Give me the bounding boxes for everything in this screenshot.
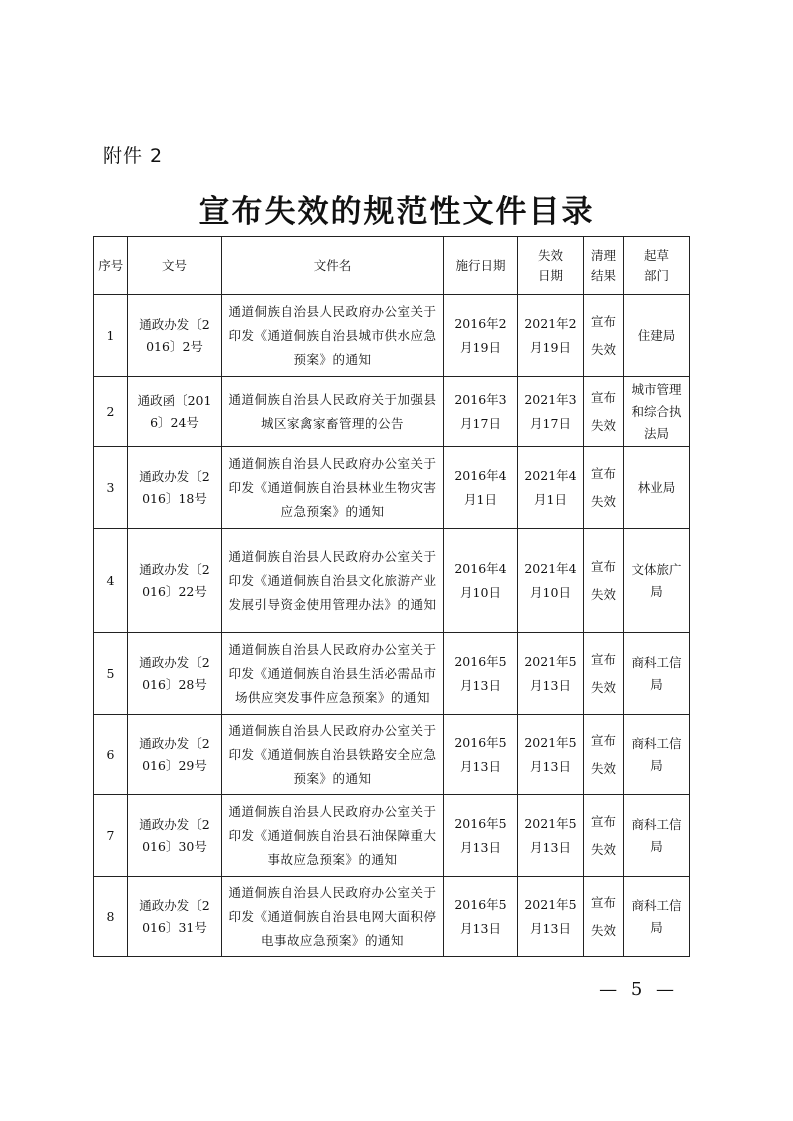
row-impl-date: 2016年5月13日: [444, 633, 518, 715]
row-impl-date: 2016年5月13日: [444, 877, 518, 957]
header-result: 清理结果: [584, 237, 624, 295]
row-expiry-date: 2021年5月13日: [518, 633, 584, 715]
row-doc-name: 通道侗族自治县人民政府办公室关于印发《通道侗族自治县生活必需品市场供应突发事件应急预案》的通知: [222, 633, 444, 715]
row-result: 宣布失效: [584, 795, 624, 877]
row-doc-name: 通道侗族自治县人民政府办公室关于印发《通道侗族自治县文化旅游产业发展引导资金使用管理办法》的通知: [222, 529, 444, 633]
row-dept: 商科工信局: [624, 633, 690, 715]
page-number: — 5 —: [599, 979, 678, 1000]
row-impl-date: 2016年4月1日: [444, 447, 518, 529]
row-dept: 林业局: [624, 447, 690, 529]
row-doc-number: 通政办发〔2016〕29号: [128, 715, 222, 795]
header-dept: 起草部门: [624, 237, 690, 295]
row-expiry-date: 2021年5月13日: [518, 877, 584, 957]
row-doc-name: 通道侗族自治县人民政府办公室关于印发《通道侗族自治县城市供水应急预案》的通知: [222, 295, 444, 377]
table-row: [94, 715, 690, 795]
document-title: 宣布失效的规范性文件目录: [198, 194, 595, 230]
row-dept: 商科工信局: [624, 795, 690, 877]
row-index: 6: [94, 715, 128, 795]
row-expiry-date: 2021年2月19日: [518, 295, 584, 377]
row-doc-name: 通道侗族自治县人民政府办公室关于印发《通道侗族自治县电网大面积停电事故应急预案》的通知: [222, 877, 444, 957]
row-impl-date: 2016年2月19日: [444, 295, 518, 377]
header-expiry-date: 失效日期: [518, 237, 584, 295]
row-doc-number: 通政办发〔2016〕18号: [128, 447, 222, 529]
row-result: 宣布失效: [584, 877, 624, 957]
header-doc-no: 文号: [128, 237, 222, 295]
row-index: 5: [94, 633, 128, 715]
row-result: 宣布失效: [584, 447, 624, 529]
row-index: 3: [94, 447, 128, 529]
row-doc-name: 通道侗族自治县人民政府关于加强县城区家禽家畜管理的公告: [222, 377, 444, 447]
row-doc-name: 通道侗族自治县人民政府办公室关于印发《通道侗族自治县铁路安全应急预案》的通知: [222, 715, 444, 795]
row-expiry-date: 2021年4月1日: [518, 447, 584, 529]
row-doc-number: 通政函〔2016〕24号: [128, 377, 222, 447]
row-impl-date: 2016年5月13日: [444, 795, 518, 877]
row-result: 宣布失效: [584, 529, 624, 633]
row-index: 1: [94, 295, 128, 377]
table-row: [94, 295, 690, 377]
row-doc-number: 通政办发〔2016〕2号: [128, 295, 222, 377]
row-dept: 文体旅广局: [624, 529, 690, 633]
row-doc-number: 通政办发〔2016〕30号: [128, 795, 222, 877]
table-row: [94, 877, 690, 957]
row-dept: 商科工信局: [624, 715, 690, 795]
row-doc-number: 通政办发〔2016〕28号: [128, 633, 222, 715]
row-impl-date: 2016年3月17日: [444, 377, 518, 447]
table-header-row: [94, 237, 690, 295]
header-idx: 序号: [94, 237, 128, 295]
row-expiry-date: 2021年5月13日: [518, 715, 584, 795]
row-index: 4: [94, 529, 128, 633]
row-result: 宣布失效: [584, 295, 624, 377]
row-doc-name: 通道侗族自治县人民政府办公室关于印发《通道侗族自治县石油保障重大事故应急预案》的通知: [222, 795, 444, 877]
row-index: 2: [94, 377, 128, 447]
row-index: 7: [94, 795, 128, 877]
row-dept: 商科工信局: [624, 877, 690, 957]
table-row: [94, 529, 690, 633]
row-dept: 城市管理和综合执法局: [624, 377, 690, 447]
row-dept: 住建局: [624, 295, 690, 377]
row-result: 宣布失效: [584, 715, 624, 795]
header-doc-name: 文件名: [222, 237, 444, 295]
row-expiry-date: 2021年3月17日: [518, 377, 584, 447]
row-expiry-date: 2021年5月13日: [518, 795, 584, 877]
table-row: [94, 633, 690, 715]
table-row: [94, 377, 690, 447]
row-impl-date: 2016年5月13日: [444, 715, 518, 795]
row-result: 宣布失效: [584, 633, 624, 715]
attachment-label: 附件 2: [103, 145, 164, 167]
row-expiry-date: 2021年4月10日: [518, 529, 584, 633]
document-table: [93, 236, 690, 957]
row-doc-number: 通政办发〔2016〕22号: [128, 529, 222, 633]
row-doc-name: 通道侗族自治县人民政府办公室关于印发《通道侗族自治县林业生物灾害应急预案》的通知: [222, 447, 444, 529]
row-doc-number: 通政办发〔2016〕31号: [128, 877, 222, 957]
header-impl-date: 施行日期: [444, 237, 518, 295]
row-result: 宣布失效: [584, 377, 624, 447]
row-index: 8: [94, 877, 128, 957]
row-impl-date: 2016年4月10日: [444, 529, 518, 633]
table-row: [94, 447, 690, 529]
table-row: [94, 795, 690, 877]
